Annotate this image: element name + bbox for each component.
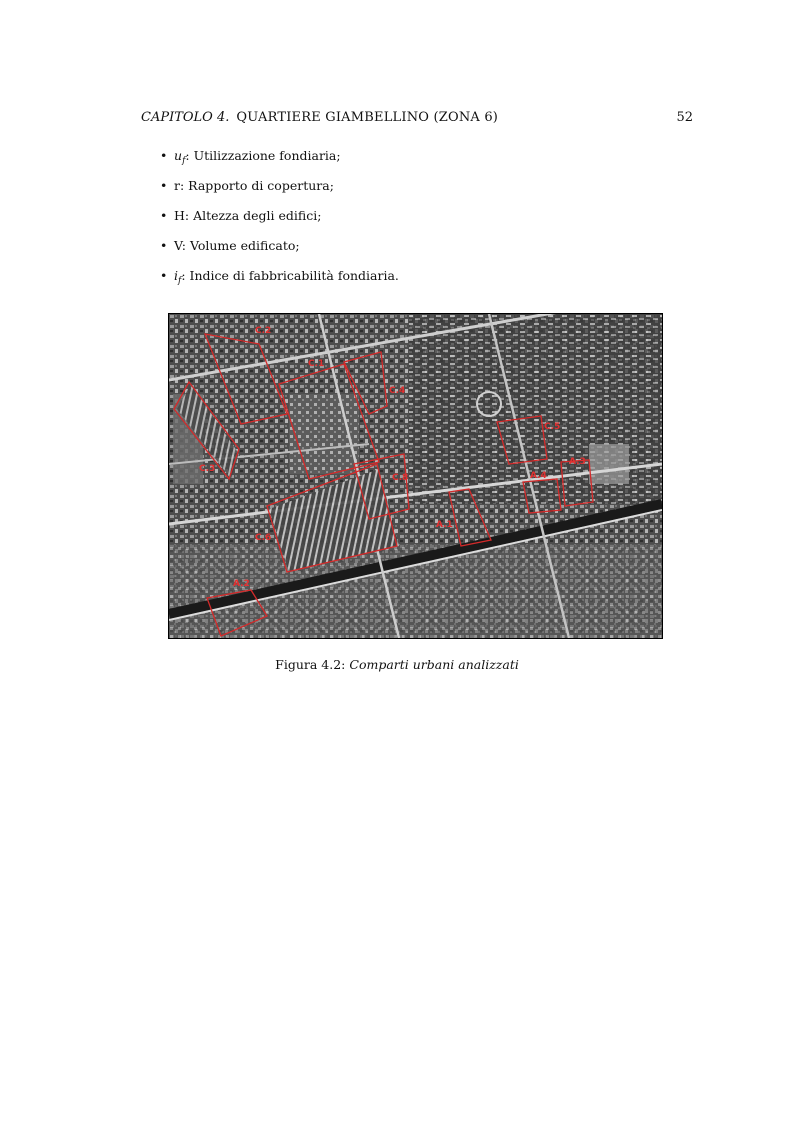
symbol: $u_f$: [174, 148, 186, 166]
list-item: [160, 207, 399, 237]
zone-label: C.6: [255, 533, 272, 543]
bullet-icon: •: [160, 208, 168, 223]
figure-caption: [0, 656, 794, 674]
aerial-map-figure: [168, 313, 663, 639]
bullet-icon: •: [160, 148, 168, 163]
bullet-icon: •: [160, 178, 168, 193]
chapter-title: QUARTIERE GIAMBELLINO (ZONA 6): [236, 110, 499, 125]
zone-label: A.4: [530, 471, 547, 481]
zone-label: C.8: [392, 473, 409, 483]
list-item: [160, 177, 399, 207]
bullet-icon: •: [160, 238, 168, 253]
chapter-label: CAPITOLO 4.: [141, 110, 230, 125]
page-number: 52: [676, 110, 693, 125]
zone-label: C.5: [544, 422, 561, 432]
bullet-icon: •: [160, 268, 168, 283]
zone-label: A.2: [233, 579, 250, 589]
list-item: [160, 147, 399, 177]
zone-label: C.4: [389, 386, 406, 396]
list-item-text: : Utilizzazione fondiaria;: [185, 148, 341, 163]
aerial-photo: [169, 314, 662, 638]
caption-text: Comparti urbani analizzati: [349, 657, 519, 672]
zone-label: A.1: [436, 520, 453, 530]
zone-label: A.3: [569, 457, 586, 467]
list-item-text: H: Altezza degli edifici;: [174, 208, 322, 223]
running-header: [141, 109, 693, 127]
list-item: [160, 267, 399, 297]
zone-label: C.3: [199, 464, 216, 474]
list-item-text: V: Volume edificato;: [174, 238, 300, 253]
zone-label: C.2: [255, 326, 272, 336]
list-item-text: : Indice di fabbricabilità fondiaria.: [181, 268, 399, 283]
symbol: $i_f$: [174, 268, 182, 286]
list-item-text: r: Rapporto di copertura;: [174, 178, 334, 193]
zone-label: C.1: [308, 359, 325, 369]
caption-label: Figura 4.2:: [275, 657, 346, 672]
list-item: [160, 237, 399, 267]
definition-list: [160, 147, 399, 297]
